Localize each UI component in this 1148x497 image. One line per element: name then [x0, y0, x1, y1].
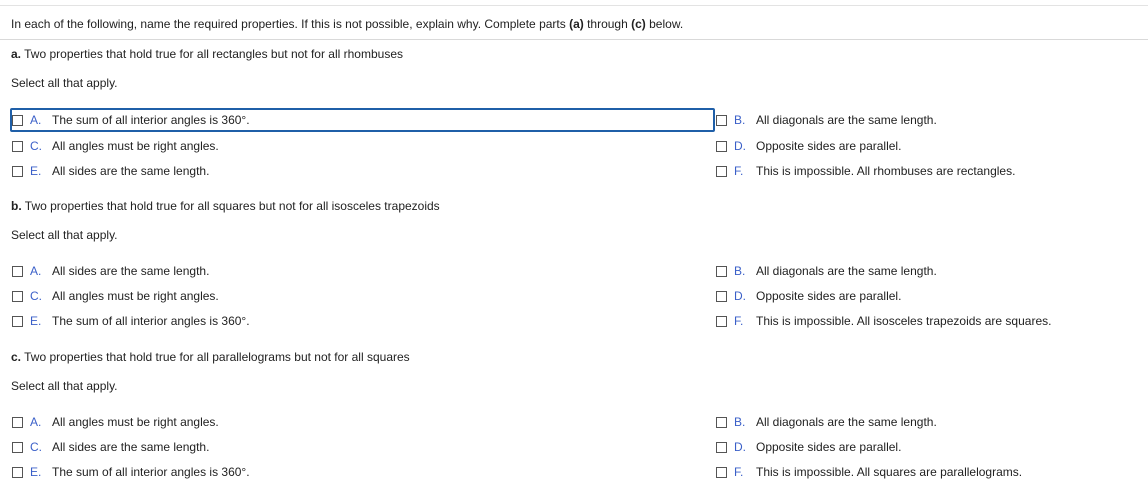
checkbox[interactable]	[12, 115, 23, 126]
part-a-option-e[interactable]	[12, 162, 702, 180]
option-letter: D.	[734, 139, 746, 153]
part-a-title	[11, 47, 403, 61]
option-text: This is impossible. All squares are parallelograms.	[756, 465, 1023, 479]
part-b-option-a[interactable]	[12, 262, 702, 280]
checkbox[interactable]	[716, 266, 727, 277]
option-text: All diagonals are the same length.	[756, 113, 937, 127]
checkbox[interactable]	[12, 291, 23, 302]
option-text: Opposite sides are parallel.	[756, 289, 902, 303]
part-a-option-a[interactable]	[12, 111, 702, 129]
checkbox[interactable]	[716, 115, 727, 126]
part-c-option-d[interactable]	[716, 438, 1136, 456]
checkbox[interactable]	[716, 291, 727, 302]
option-text: This is impossible. All isosceles trapezoids are squares.	[756, 314, 1052, 328]
option-letter: E.	[30, 164, 42, 178]
option-letter: F.	[734, 164, 744, 178]
checkbox[interactable]	[716, 166, 727, 177]
option-text: The sum of all interior angles is 360°.	[52, 465, 250, 479]
select-all-hint: Select all that apply.	[11, 228, 118, 242]
checkbox[interactable]	[12, 417, 23, 428]
option-letter: A.	[30, 113, 42, 127]
part-letter: c.	[11, 350, 22, 364]
instruction-text: In each of the following, name the required properties. If this is not possible, explain why. Complete parts	[11, 17, 570, 31]
option-letter: B.	[734, 113, 746, 127]
part-letter: a.	[11, 47, 22, 61]
checkbox[interactable]	[716, 442, 727, 453]
option-text: All diagonals are the same length.	[756, 264, 937, 278]
part-a-option-b[interactable]	[716, 111, 1136, 129]
checkbox[interactable]	[12, 266, 23, 277]
option-text: All angles must be right angles.	[52, 289, 219, 303]
option-text: All diagonals are the same length.	[756, 415, 937, 429]
instruction-text: below.	[645, 17, 684, 31]
instruction-part-a: (a)	[569, 17, 584, 31]
checkbox[interactable]	[12, 141, 23, 152]
option-letter: B.	[734, 415, 746, 429]
option-letter: F.	[734, 314, 744, 328]
part-letter: b.	[11, 199, 22, 213]
checkbox[interactable]	[12, 442, 23, 453]
checkbox[interactable]	[716, 417, 727, 428]
part-c-title	[11, 350, 410, 364]
part-b-option-e[interactable]	[12, 312, 702, 330]
part-title-text: Two properties that hold true for all squares but not for all isosceles trapezoids	[21, 199, 440, 213]
option-letter: A.	[30, 264, 42, 278]
option-text: Opposite sides are parallel.	[756, 440, 902, 454]
part-title-text: Two properties that hold true for all parallelograms but not for all squares	[21, 350, 410, 364]
option-text: The sum of all interior angles is 360°.	[52, 113, 250, 127]
option-letter: F.	[734, 465, 744, 479]
part-a-option-c[interactable]	[12, 137, 702, 155]
top-divider	[0, 5, 1148, 6]
option-text: All sides are the same length.	[52, 264, 210, 278]
option-text: All sides are the same length.	[52, 164, 210, 178]
option-text: The sum of all interior angles is 360°.	[52, 314, 250, 328]
select-all-hint: Select all that apply.	[11, 76, 118, 90]
part-a-option-d[interactable]	[716, 137, 1136, 155]
checkbox[interactable]	[12, 467, 23, 478]
option-letter: E.	[30, 465, 42, 479]
option-letter: C.	[30, 139, 42, 153]
part-c-option-c[interactable]	[12, 438, 702, 456]
part-title-text: Two properties that hold true for all rectangles but not for all rhombuses	[21, 47, 403, 61]
part-b-title	[11, 199, 440, 213]
option-text: All angles must be right angles.	[52, 415, 219, 429]
instruction-part-c: (c)	[631, 17, 646, 31]
option-letter: D.	[734, 289, 746, 303]
option-letter: E.	[30, 314, 42, 328]
instruction-text: through	[583, 17, 632, 31]
part-b-option-b[interactable]	[716, 262, 1136, 280]
part-c-option-b[interactable]	[716, 413, 1136, 431]
part-b-option-c[interactable]	[12, 287, 702, 305]
part-b-option-d[interactable]	[716, 287, 1136, 305]
part-b-option-f[interactable]	[716, 312, 1136, 330]
option-letter: C.	[30, 440, 42, 454]
option-text: Opposite sides are parallel.	[756, 139, 902, 153]
option-text: This is impossible. All rhombuses are rectangles.	[756, 164, 1016, 178]
checkbox[interactable]	[716, 467, 727, 478]
instructions	[11, 17, 683, 31]
checkbox[interactable]	[716, 141, 727, 152]
select-all-hint: Select all that apply.	[11, 379, 118, 393]
header-divider	[0, 39, 1148, 40]
checkbox[interactable]	[716, 316, 727, 327]
checkbox[interactable]	[12, 166, 23, 177]
part-a-option-f[interactable]	[716, 162, 1136, 180]
part-c-option-f[interactable]	[716, 463, 1136, 481]
part-c-option-e[interactable]	[12, 463, 702, 481]
option-letter: A.	[30, 415, 42, 429]
option-letter: C.	[30, 289, 42, 303]
checkbox[interactable]	[12, 316, 23, 327]
option-letter: D.	[734, 440, 746, 454]
part-c-option-a[interactable]	[12, 413, 702, 431]
option-text: All angles must be right angles.	[52, 139, 219, 153]
option-text: All sides are the same length.	[52, 440, 210, 454]
option-letter: B.	[734, 264, 746, 278]
